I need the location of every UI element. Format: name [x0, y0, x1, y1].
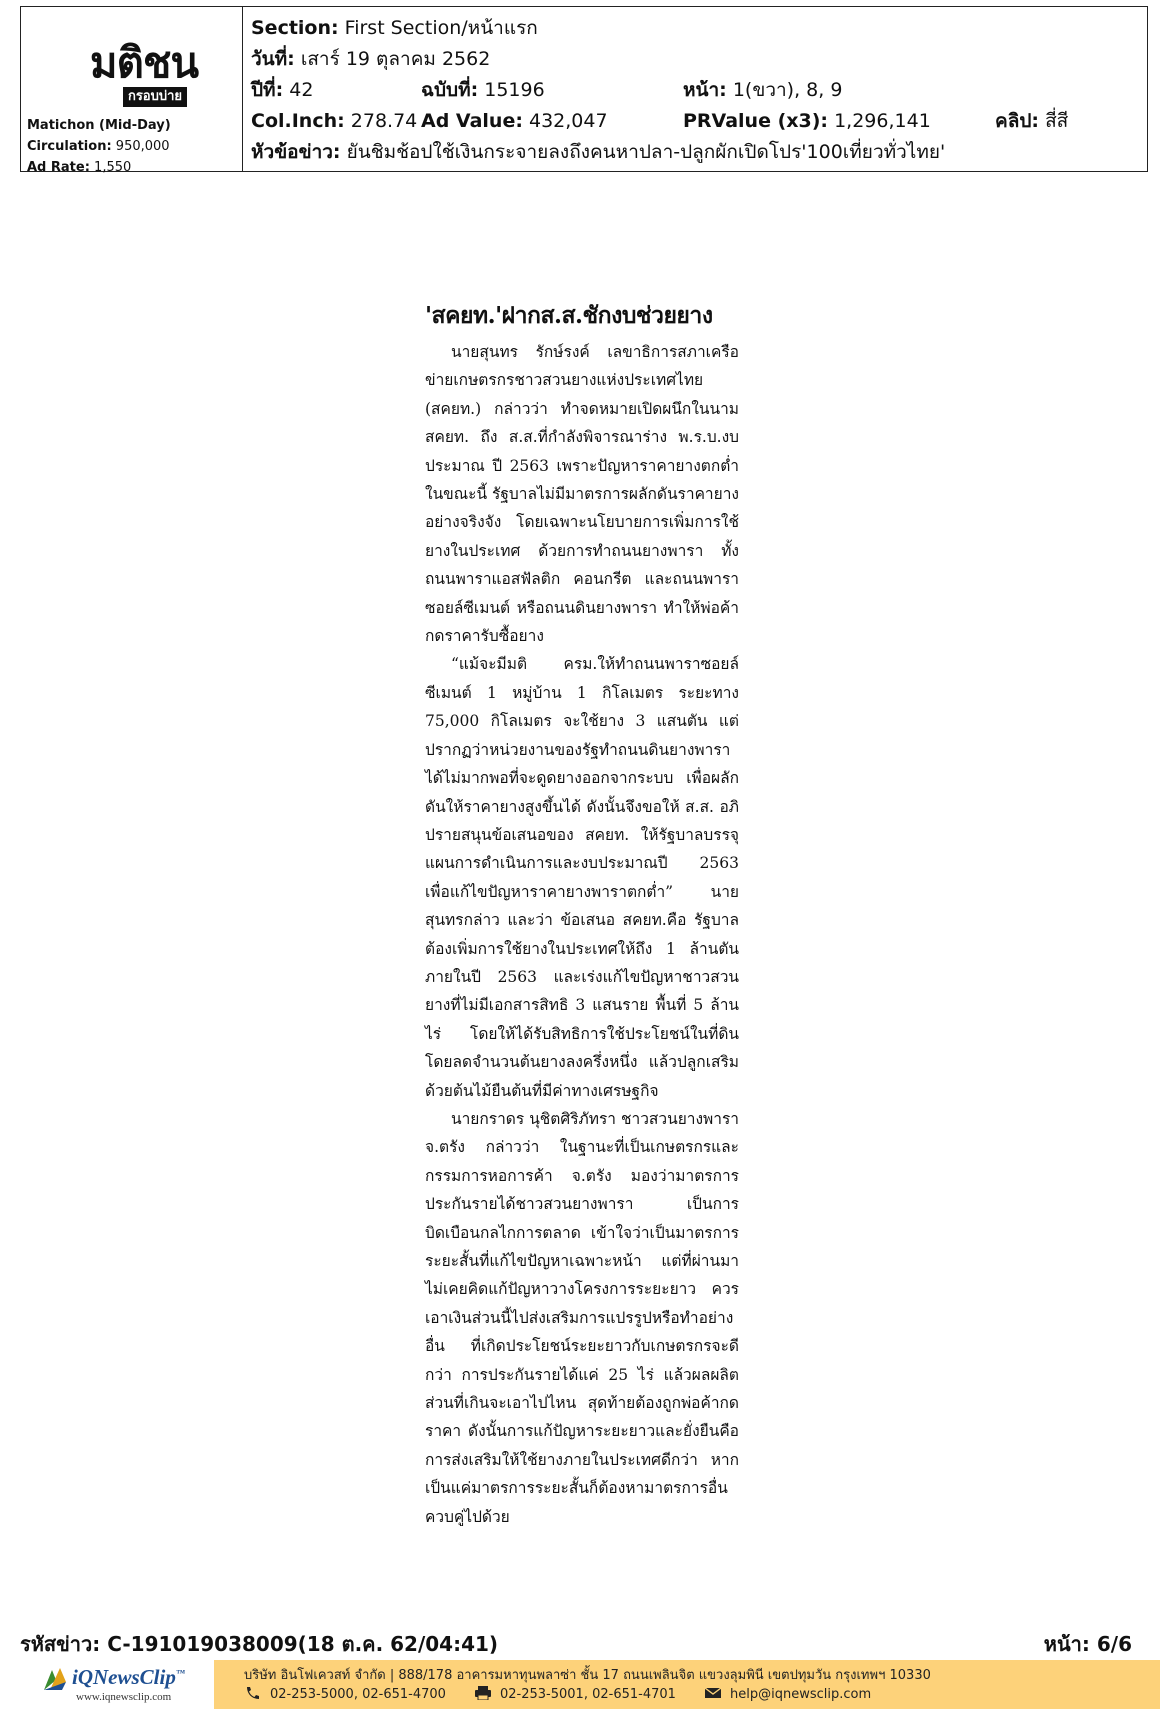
issue-label: ฉบับที่: — [421, 79, 479, 101]
circulation-label: Circulation: — [27, 139, 112, 154]
logo-sub-text: กรอบบ่าย — [123, 87, 187, 107]
section-value: First Section/หน้าแรก — [344, 17, 538, 39]
advalue-value: 432,047 — [528, 110, 608, 132]
footer-bar — [0, 1660, 1160, 1709]
publication-name: Matichon (Mid-Day) — [27, 118, 171, 133]
section-label: Section: — [251, 17, 339, 39]
value-row — [251, 106, 1139, 137]
brand-mark-icon — [42, 1666, 68, 1692]
colinch-label: Col.Inch: — [251, 110, 345, 132]
contact-strip — [214, 1660, 1160, 1709]
brand-name-text: iQNewsClip — [72, 1665, 176, 1689]
circulation-value: 950,000 — [115, 139, 170, 154]
headline-row — [251, 137, 1139, 168]
clip-value: สี่สี — [1045, 110, 1069, 132]
article-headline: 'สคยท.'ฝากส.ส.ชักงบช่วยยาง — [425, 302, 713, 329]
phone-numbers: 02-253-5000, 02-651-4700 — [270, 1687, 446, 1702]
article-paragraph: “แม้จะมีมติ ครม.ให้ทำถนนพาราซอยล์ซีเมนต์ 1 หมู่บ้าน 1 กิโลเมตร ระยะทาง 75,000 กิโลเมตร จะใช้ยาง 3 แสนตัน แต่ปรากฏว่าหน่วยงานของรัฐทำถนนดินยางพาราได้ไม่มากพอที่จะดูดยางออกจากระบบ เพื่อผลักดันให้ราคายางสูงขึ้นได้ ดังนั้นจึงขอให้ ส.ส. อภิปรายสนุนข้อเสนอของ สคยท. ให้รัฐบาลบรรจุแผนการดำเนินการและงบประมาณปี 2563 เพื่อแก้ไขปัญหาราคายางพาราตกต่ำ” นายสุนทรกล่าว และว่า ข้อเสนอ สคยท.คือ รัฐบาลต้องเพิ่มการใช้ยางในประเทศให้ถึง 1 ล้านตันภายในปี 2563 และเร่งแก้ไขปัญหาชาวสวนยางที่ไม่มีเอกสารสิทธิ 3 แสนราย พื้นที่ 5 ล้านไร่ โดยให้ได้รับสิทธิการใช้ประโยชน์ในที่ดิน โดยลดจำนวนต้นยางลงครึ่งหนึ่ง แล้วปลูกเสริมด้วยต้นไม้ยืนต้นที่มีค่าทางเศรษฐกิจ — [425, 655, 739, 1100]
ad-rate-label: Ad Rate: — [27, 160, 90, 175]
email-icon — [704, 1686, 722, 1700]
publication-info — [27, 115, 171, 178]
prvalue-label: PRValue (x3): — [683, 110, 829, 132]
date-row — [251, 44, 1139, 75]
clip-header — [20, 6, 1148, 175]
clip-code-label: รหัสข่าว: — [20, 1632, 101, 1656]
clip-metadata — [251, 13, 1139, 168]
colinch-value: 278.74 — [350, 110, 418, 132]
issue-row — [251, 75, 1139, 106]
ad-rate-value: 1,550 — [94, 160, 132, 175]
logo-main-text: มติชน — [89, 38, 199, 87]
page-number — [1044, 1628, 1132, 1660]
headline-label: หัวข้อข่าว: — [251, 141, 341, 163]
fax-item — [474, 1686, 676, 1702]
page-value: 1(ขวา), 8, 9 — [732, 79, 843, 101]
brand-url: www.iqnewsclip.com — [76, 1691, 172, 1703]
advalue-label: Ad Value: — [421, 110, 523, 132]
email-address: help@iqnewsclip.com — [730, 1687, 872, 1702]
brand-logo — [0, 1660, 214, 1709]
page-number-value: 6/6 — [1096, 1632, 1132, 1656]
date-value: เสาร์ 19 ตุลาคม 2562 — [300, 48, 491, 70]
company-address: บริษัท อินโฟเควสท์ จำกัด | 888/178 อาคารมหาทุนพลาซ่า ชั้น 17 ถนนเพลินจิต แขวงลุมพินี เขตปทุมวัน กรุงเทพฯ 10330 — [244, 1668, 931, 1683]
year-value: 42 — [289, 79, 314, 101]
article-paragraph: นายกราดร นุชิตศิริภัทรา ชาวสวนยางพารา จ.ตรัง กล่าวว่า ในฐานะที่เป็นเกษตรกรและกรรมการหอการค้า จ.ตรัง มองว่ามาตรการประกันรายได้ชาวสวนยางพารา เป็นการบิดเบือนกลไกการตลาด เข้าใจว่าเป็นมาตรการระยะสั้นที่แก้ไขปัญหาเฉพาะหน้า แต่ที่ผ่านมาไม่เคยคิดแก้ปัญหาวางโครงการระยะยาว ควรเอาเงินส่วนนี้ไปส่งเสริมการแปรรูปหรือทำอย่างอื่น ที่เกิดประโยชน์ระยะยาวกับเกษตรกรจะดีกว่า การประกันรายได้แค่ 25 ไร่ แล้วผลผลิตส่วนที่เกินจะเอาไปไหน สุดท้ายต้องถูกพ่อค้ากดราคา ดังนั้นการแก้ปัญหาระยะยาวและยั่งยืนคือการส่งเสริมให้ใช้ยางภายในประเทศดีกว่า หากเป็นแค่มาตรการระยะสั้นก็ต้องหามาตรการอื่นควบคู่ไปด้วย — [425, 1109, 739, 1526]
phone-icon — [244, 1686, 262, 1700]
date-label: วันที่: — [251, 48, 295, 70]
fax-numbers: 02-253-5001, 02-651-4701 — [500, 1687, 676, 1702]
brand-name — [72, 1665, 185, 1690]
page-number-label: หน้า: — [1043, 1632, 1090, 1656]
clip-label: คลิป: — [995, 110, 1040, 132]
clip-code — [20, 1628, 498, 1660]
section-row — [251, 13, 1139, 44]
issue-value: 15196 — [484, 79, 545, 101]
year-label: ปีที่: — [251, 79, 284, 101]
phone-item — [244, 1686, 446, 1702]
publication-panel — [21, 7, 243, 175]
email-item — [704, 1686, 871, 1702]
brand-trademark: ™ — [175, 1668, 185, 1678]
fax-icon — [474, 1686, 492, 1700]
headline-value: ยันชิมช้อปใช้เงินกระจายลงถึงคนหาปลา-ปลูกผักเปิดโปร'100เที่ยวทั่วไทย' — [346, 141, 946, 163]
article-clip — [425, 296, 739, 1531]
article-paragraph: นายสุนทร รักษ์รงค์ เลขาธิการสภาเครือข่ายเกษตรกรชาวสวนยางแห่งประเทศไทย (สคยท.) กล่าวว่า ทำจดหมายเปิดผนึกในนาม สคยท. ถึง ส.ส.ที่กำลังพิจารณาร่าง พ.ร.บ.งบประมาณ ปี 2563 เพราะปัญหาราคายางตกต่ำในขณะนี้ รัฐบาลไม่มีมาตรการผลักดันราคายางอย่างจริงจัง โดยเฉพาะนโยบายการเพิ่มการใช้ยางในประเทศ ด้วยการทำถนนยางพารา ทั้งถนนพาราแอสฟัลติก คอนกรีต และถนนพาราซอยล์ซีเมนต์ หรือถนนดินยางพารา ทำให้พ่อค้ากดราคารับซื้อยาง — [425, 343, 739, 646]
prvalue-value: 1,296,141 — [834, 110, 931, 132]
clip-code-value: C-191019038009(18 ต.ค. 62/04:41) — [107, 1632, 499, 1656]
page-label: หน้า: — [683, 79, 727, 101]
